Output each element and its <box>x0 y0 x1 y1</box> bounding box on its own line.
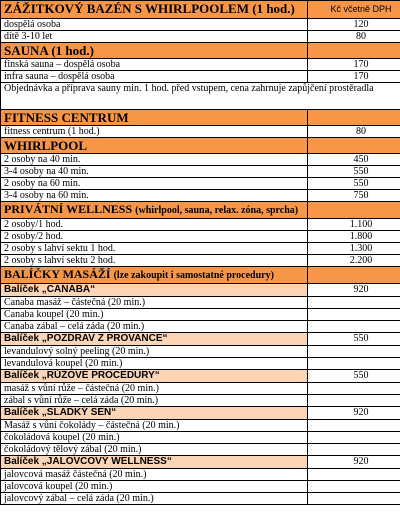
sauna-note-row <box>1 83 400 110</box>
package-item: Masáž s vůní čokolády – částečná (20 min.) <box>1 420 308 432</box>
package-item: zábal s vůní růže – celá záda (20 min.) <box>1 395 308 407</box>
section-subtitle: (lze zakoupit i samostatné procedury) <box>113 270 274 281</box>
package-header-canaba <box>1 284 400 297</box>
item-label: 2 osoby na 40 min. <box>1 154 308 166</box>
package-item-price-cell <box>308 493 400 505</box>
item-price: 1.800 <box>308 231 400 243</box>
package-name: Balíček „RŮŽOVÉ PROCEDURY“ <box>1 370 308 383</box>
section-title-main: BALÍČKY MASÁŽÍ <box>4 267 111 281</box>
package-item: Canaba zábal – celá záda (20 min.) <box>1 321 308 333</box>
package-item-price-cell <box>308 469 400 481</box>
item-label: finská sauna – dospělá osoba <box>1 59 308 71</box>
item-price: 550 <box>308 166 400 178</box>
price-row <box>1 219 400 231</box>
item-price: 550 <box>308 178 400 190</box>
price-row <box>1 19 400 31</box>
package-item: čokoládová koupel (20 min.) <box>1 432 308 444</box>
item-price: 1.300 <box>308 243 400 255</box>
section-price-cell <box>308 43 400 59</box>
package-price: 920 <box>308 407 400 420</box>
price-column-header: Kč včetně DPH <box>308 1 400 19</box>
section-price-cell <box>308 202 400 219</box>
item-price: 170 <box>308 59 400 71</box>
package-item-row <box>1 395 400 407</box>
price-row <box>1 255 400 267</box>
item-price: 170 <box>308 71 400 83</box>
package-price: 550 <box>308 333 400 346</box>
section-title <box>1 267 308 284</box>
package-price: 550 <box>308 370 400 383</box>
section-title: SAUNA (1 hod.) <box>1 43 308 59</box>
package-name: Balíček „POZDRAV Z PROVANCE“ <box>1 333 308 346</box>
package-name: Balíček „SLADKÝ SEN“ <box>1 407 308 420</box>
package-item-row <box>1 297 400 309</box>
section-title-main: PRIVÁTNÍ WELLNESS <box>4 202 133 216</box>
package-name: Balíček „JALOVCOVÝ WELLNESS“ <box>1 456 308 469</box>
package-price: 920 <box>308 284 400 297</box>
package-item: jalovcová koupel (20 min.) <box>1 481 308 493</box>
package-header-sladky-sen <box>1 407 400 420</box>
section-header-privatni-wellness <box>1 202 400 219</box>
sauna-note: Objednávka a příprava sauny min. 1 hod. před vstupem, cena zahrnuje zapůjčení prostěradla <box>1 83 400 110</box>
item-label: 2 osoby/1 hod. <box>1 219 308 231</box>
package-item-price-cell <box>308 444 400 456</box>
package-item-price-cell <box>308 321 400 333</box>
section-header-sauna <box>1 43 400 59</box>
package-item-price-cell <box>308 395 400 407</box>
section-price-cell <box>308 138 400 154</box>
package-header-ruzove-procedury <box>1 370 400 383</box>
section-header-bazen <box>1 1 400 19</box>
price-row <box>1 178 400 190</box>
item-price: 750 <box>308 190 400 202</box>
package-item-row <box>1 383 400 395</box>
item-price: 80 <box>308 126 400 138</box>
package-item: masáž s vůní růže – částečná (20 min.) <box>1 383 308 395</box>
section-title: WHIRLPOOL <box>1 138 308 154</box>
package-name: Balíček „CANABA“ <box>1 284 308 297</box>
package-item-row <box>1 444 400 456</box>
item-label: 3-4 osoby na 60 min. <box>1 190 308 202</box>
price-row <box>1 31 400 43</box>
package-item-row <box>1 309 400 321</box>
item-label: 3-4 osoby na 40 min. <box>1 166 308 178</box>
package-item: jalovcová masáž částečná (20 min.) <box>1 469 308 481</box>
item-label: infra sauna – dospělá osoba <box>1 71 308 83</box>
item-label: dítě 3-10 let <box>1 31 308 43</box>
package-item: jalovcový zábal – celá záda (20 min.) <box>1 493 308 505</box>
price-row <box>1 190 400 202</box>
section-header-balicky-masazi <box>1 267 400 284</box>
section-header-whirlpool <box>1 138 400 154</box>
package-item-row <box>1 420 400 432</box>
package-item: čokoládový tělový zábal (20 min.) <box>1 444 308 456</box>
package-item: levandulový solný peeling (20 min.) <box>1 346 308 358</box>
price-row <box>1 71 400 83</box>
section-title <box>1 202 308 219</box>
item-price: 2.200 <box>308 255 400 267</box>
section-header-fitness <box>1 110 400 126</box>
price-row <box>1 59 400 71</box>
price-row <box>1 231 400 243</box>
package-item-price-cell <box>308 346 400 358</box>
section-price-cell <box>308 267 400 284</box>
section-price-cell <box>308 110 400 126</box>
package-item-price-cell <box>308 383 400 395</box>
price-row <box>1 154 400 166</box>
section-title: ZÁŽITKOVÝ BAZÉN S WHIRLPOOLEM (1 hod.) <box>1 1 308 19</box>
item-price: 1.100 <box>308 219 400 231</box>
package-price: 920 <box>308 456 400 469</box>
price-row <box>1 166 400 178</box>
package-header-jalovcovy-wellness <box>1 456 400 469</box>
package-item-row <box>1 358 400 370</box>
package-item-row <box>1 481 400 493</box>
item-price: 120 <box>308 19 400 31</box>
item-label: 2 osoby na 60 min. <box>1 178 308 190</box>
section-title: FITNESS CENTRUM <box>1 110 308 126</box>
package-item: Canaba koupel (20 min.) <box>1 309 308 321</box>
package-item-price-cell <box>308 432 400 444</box>
package-item-row <box>1 346 400 358</box>
package-item-price-cell <box>308 358 400 370</box>
package-item-row <box>1 469 400 481</box>
item-label: 2 osoby s lahví sektu 2 hod. <box>1 255 308 267</box>
package-item-price-cell <box>308 309 400 321</box>
package-header-pozdrav-z-provance <box>1 333 400 346</box>
item-label: 2 osoby/2 hod. <box>1 231 308 243</box>
section-subtitle: (whirlpool, sauna, relax. zóna, sprcha) <box>135 205 299 216</box>
package-item-row <box>1 321 400 333</box>
item-price: 80 <box>308 31 400 43</box>
package-item-row <box>1 493 400 505</box>
package-item-price-cell <box>308 481 400 493</box>
item-label: fitness centrum (1 hod.) <box>1 126 308 138</box>
package-item: levandulová koupel (20 min.) <box>1 358 308 370</box>
package-item-row <box>1 432 400 444</box>
package-item-price-cell <box>308 297 400 309</box>
price-row <box>1 126 400 138</box>
item-label: 2 osoby s lahví sektu 1 hod. <box>1 243 308 255</box>
item-label: dospělá osoba <box>1 19 308 31</box>
package-item: Canaba masáž – částečná (20 min.) <box>1 297 308 309</box>
item-price: 450 <box>308 154 400 166</box>
package-item-price-cell <box>308 420 400 432</box>
price-row <box>1 243 400 255</box>
